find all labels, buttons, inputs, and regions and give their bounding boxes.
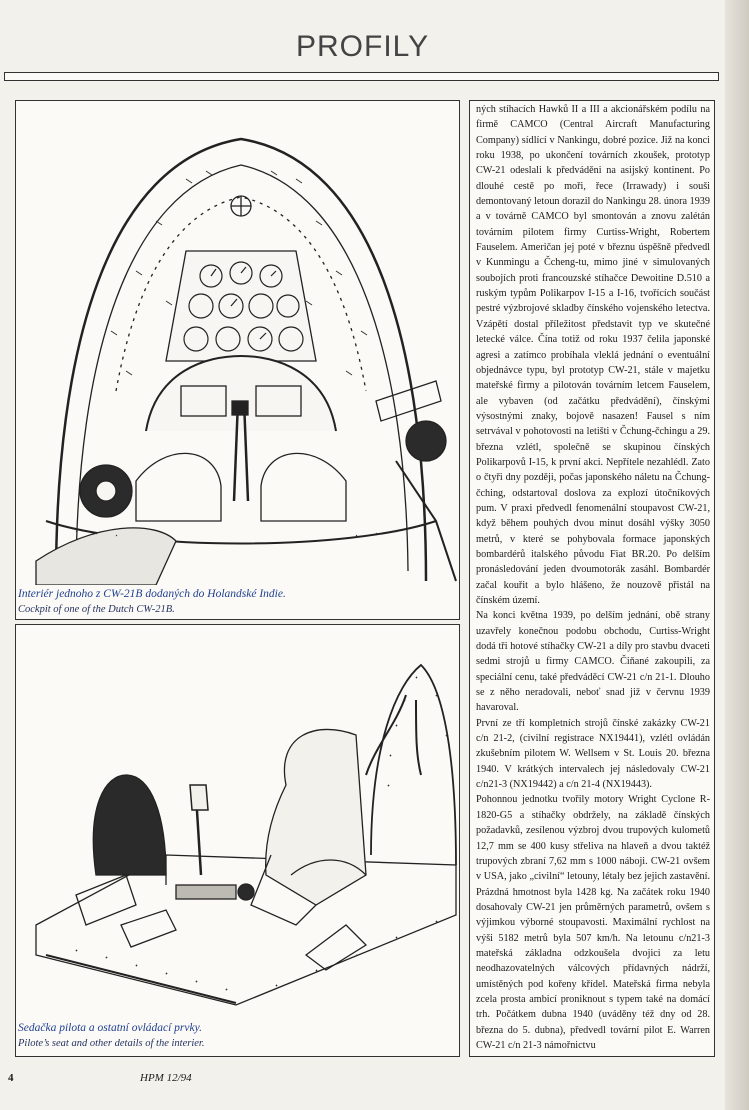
cockpit-caption-en: Cockpit of one of the Dutch CW-21B. xyxy=(18,604,175,615)
page-number: 4 xyxy=(8,1072,14,1084)
article-paragraph: Na konci května 1939, po delším jednání, obě strany uzavřely konečnou podobu obchodu, Curtiss-Wright dodá tři hotové stíhačky CW-21 a díly pro stavbu dvaceti sedmi strojů u firmy CAMCO. Čiňané zakoupili, za speciální cenu, také předváděcí CW-21 c/n 21-1. Dlouho se z něho neradovali, neboť snad již v červnu 1939 havaroval. xyxy=(476,610,710,714)
cockpit-drawing xyxy=(16,101,461,585)
cockpit-caption xyxy=(18,587,448,617)
header-rule xyxy=(4,72,719,81)
seat-caption-en: Pilote’s seat and other details of the interier. xyxy=(18,1038,205,1049)
seat-caption xyxy=(18,1021,448,1051)
seat-drawing xyxy=(16,625,461,1015)
section-title: PROFILY xyxy=(296,30,430,63)
article-paragraph: Pohonnou jednotku tvořily motory Wright Cyclone R-1820-G5 a stíhačky obdržely, na základě čínských požadavků, zesílenou výzbroj dvou trupových kulometů 12,7 mm se 400 kusy střeliva na hlaveň a dvou taktéž trupových zbraní 7,62 mm s 1000 náboji. CW-21 ovšem v USA, jako „civilní“ letouny, létaly bez jejich zastavění. Prázdná hmotnost byla 1428 kg. Na začátek roku 1940 dosahovaly CW-21 jen průměrných parametrů, ovšem s výjimkou výborné stoupavosti. Maximální rychlost na výši 5182 metrů byla 507 km/h. Na letounu c/n21-3 mateřská základna odzkoušela dvojici za letu neodhazovatelných válcových přídavných nádrží, umístěných pod kořeny křídel. Mateřská firma nebyla zcela prosta ambicí proniknout s typem také na domácí trh. Počátkem dubna 1940 (uváděny též dny od 28. března do 5. dubna), předvedl tovární pilot E. Warren CW-21 c/n 21-3 námořnictvu xyxy=(476,794,710,1051)
page-edge xyxy=(725,0,749,1110)
article-paragraph: První ze tří kompletních strojů čínské zakázky CW-21 c/n 21-2, (civilní registrace NX19441), vzlétl ovládán zkušebním pilotem W. Wellsem v St. Louis 20. března 1940. V krátkých intervalech jej následovaly CW-21 c/n21-3 (NX19442) a c/n 21-4 (NX19443). xyxy=(476,717,710,791)
cockpit-caption-cz: Interiér jednoho z CW-21B dodaných do Holandské Indie. xyxy=(18,588,286,600)
article-body xyxy=(476,102,710,1053)
seat-figure xyxy=(15,624,460,1057)
cockpit-figure xyxy=(15,100,460,620)
issue-label: HPM 12/94 xyxy=(140,1072,192,1084)
article-paragraph: ných stíhacích Hawků II a III a akcionářském podílu na firmě CAMCO (Central Aircraft Manufacturing Company) sídlící v Nankingu, dobré pozice. Již na konci roku 1938, po ukončení továrních zkoušek, prototyp CW-21 odeslali k předváděni na asijský kontinent. Po dlouhé cestě po moři, řece (Irrawady) i souši demontovaný letoun dorazil do Nankingu 28. února 1939 a v továrně CAMCO byl smontován a znovu zalétán továrním pilotem firmy Curtiss-Wright, Robertem Fauselem. Američan jej poté v březnu úspěšně předvedl v Kunmingu a Čcheng-tu, mimo jiné v simulovaných soubojích proti francouzské stíhačce Dewoitine D.510 a ruským typům Polikarpov I-15 a I-16, tvořících součást pestré výzbrojové skladby čínského vojenského letectva. Vzápětí dostal příležitost představit typ ve skutečné letecké válce. Čína totiž od roku 1937 čelila japonské agresi a zatímco probíhala vleklá jednání o eventuální objednávce typu, byl prototyp CW-21, stále v majetku mateřské firmy a pilotován továrním letcem Fauselem, ale vybaven (od začátku předvádění), čínskými výsostnými znaky, bojově nasazen! Fausel s ním setrvával v pohotovosti na letišti v Čchung-čchingu a 29. března vzlétl, společně se skupinou čínských Polikarpovů I-15, k první akci. Nepřítele nezahlédl. Zato o čtyři dny později, počas japonského náletu na Čchung-čching, odstartoval doslova za explozí útočníkových pum. V praxi předvedl fenomenální stoupavost CW-21, když během pouhých dvou minut dosáhl výšky 3050 metrů, v které se pohybovala formace japonských bombardérů italského původu Fiat BR.20. Po delším pronásledování jeden dvoumotorák zasáhl. Bombardér začal kouřit a bylo hlášeno, že nouzově přistál na čínském území. xyxy=(476,104,710,606)
article-column xyxy=(469,100,715,1057)
seat-caption-cz: Sedačka pilota a ostatní ovládací prvky. xyxy=(18,1022,202,1034)
